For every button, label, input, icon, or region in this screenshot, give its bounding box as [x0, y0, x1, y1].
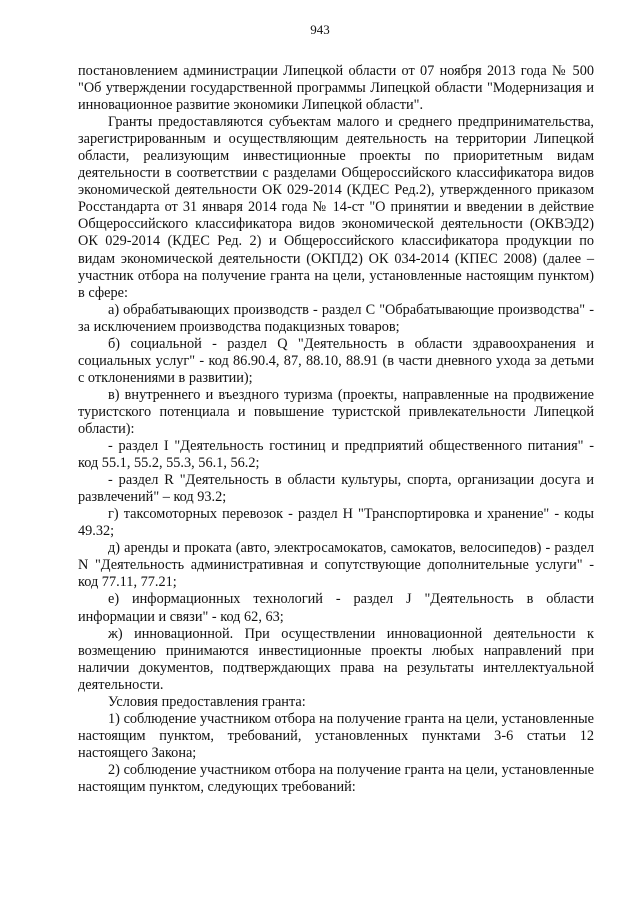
list-item: - раздел R "Деятельность в области культуры, спорта, организации досуга и развлечений" – код 93.2;: [78, 472, 594, 506]
paragraph: постановлением администрации Липецкой области от 07 ноября 2013 года № 500 "Об утверждении государственной программы Липецкой области "Модернизация и инновационное развитие экономики Липецкой области".: [78, 63, 594, 114]
list-item: 2) соблюдение участником отбора на получение гранта на цели, установленные настоящим пунктом, следующих требований:: [78, 761, 594, 795]
list-item: б) социальной - раздел Q "Деятельность в области здравоохранения и социальных услуг" - код 86.90.4, 87, 88.10, 88.91 (в части дневного ухода за детьми с отклонениями в развитии);: [78, 335, 594, 386]
list-item: е) информационных технологий - раздел J "Деятельность в области информации и связи" - код 62, 63;: [78, 591, 594, 625]
paragraph: Условия предоставления гранта:: [108, 693, 306, 710]
page-number: 943: [310, 22, 330, 37]
list-item: г) таксомоторных перевозок - раздел H "Транспортировка и хранение" - коды 49.32;: [78, 506, 594, 540]
document-body: [78, 63, 594, 796]
list-item: д) аренды и проката (авто, электросамокатов, самокатов, велосипедов) - раздел N "Деятельность административная и сопутствующие дополнительные услуги" - код 77.11, 77.21;: [78, 540, 594, 591]
list-item: - раздел I "Деятельность гостиниц и предприятий общественного питания" - код 55.1, 55.2, 55.3, 56.1, 56.2;: [78, 438, 594, 472]
list-item: в) внутреннего и въездного туризма (проекты, направленные на продвижение туристского потенциала и повышение туристской привлекательности Липецкой области):: [78, 386, 594, 437]
list-item: 1) соблюдение участником отбора на получение гранта на цели, установленные настоящим пунктом, требований, установленных пунктами 3-6 статьи 12 настоящего Закона;: [78, 710, 594, 761]
list-item: ж) инновационной. При осуществлении инновационной деятельности к возмещению принимаются инвестиционные проекты любых направлений при наличии документов, подтверждающих права на результаты интеллектуальной деятельности.: [78, 625, 594, 693]
list-item: а) обрабатывающих производств - раздел C "Обрабатывающие производства" - за исключением производства подакцизных товаров;: [78, 301, 594, 335]
paragraph: Гранты предоставляются субъектам малого и среднего предпринимательства, зарегистрированным и осуществляющим деятельность на территории Липецкой области, реализующим инвестиционные проекты по приоритетным видам деятельности в соответствии с разделами Общероссийского классификатора видов экономической деятельности ОК 029-2014 (КДЕС Ред.2), утвержденного приказом Росстандарта от 31 января 2014 года № 14-ст "О принятии и введении в действие Общероссийского классификатора видов экономической деятельности (ОКВЭД2) ОК 029-2014 (КДЕС Ред. 2) и Общероссийского классификатора продукции по видам экономической деятельности (ОКПД2) ОК 034-2014 (КПЕС 2008) (далее – участник отбора на получение гранта на цели, установленные настоящим пунктом) в сфере:: [78, 114, 594, 301]
